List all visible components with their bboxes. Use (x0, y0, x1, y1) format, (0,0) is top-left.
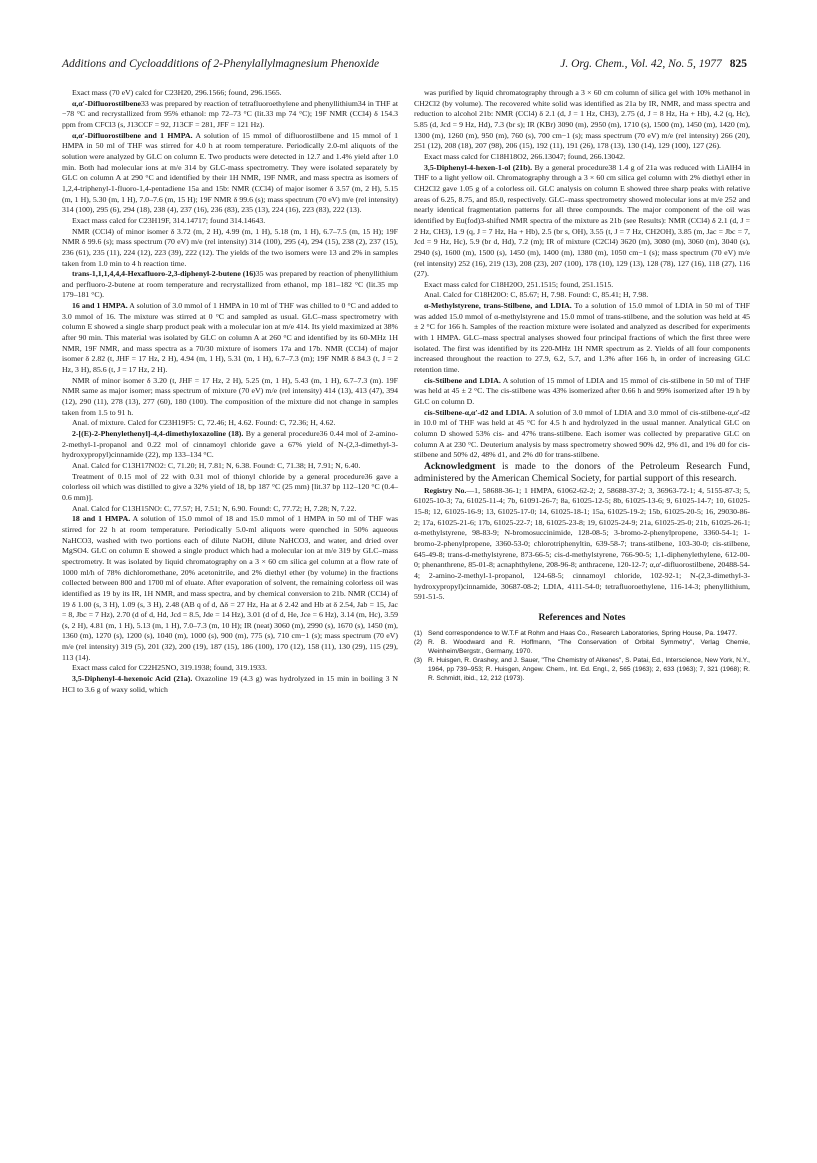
paragraph-text: A solution of 3.0 mmol of LDIA and 3.0 mmol of cis-stilbene-α,α′-d2 in 10.0 ml of THF was held at 45 °C for 4.5 h and hydrolyzed in the usual manner. Analytical GLC on column D showed 53% cis- and 47% trans-stilbene. Each isomer was collected by preparative GLC on column A at 230 °C. Deuterium analysis by mass spectrometry showed 90% d2, 9% d1, and 1% d0 for cis-stilbene and 50% d2, 48% d1, and 2% d0 for trans-stilbene. (414, 407, 750, 460)
paragraph-text: was purified by liquid chromatography through a 3 × 60 cm column of silica gel with 10% methanol in CH2Cl2 (by volume). The recovered white solid was identified as 21a by IR, NMR, and mass spectra and reduction to alcohol 21b: NMR (CCl4) δ 2.1 (d, J = 1 Hz, CH3), 2.75 (d, J = 8 Hz, Ha + Hb), 4.2 (q, Hc), 5.85 (d, Jcd = 9 Hz, Hd), 7.3 (br s); IR (KBr) 3090 (m), 2950 (m), 1710 (s), 1500 (m), 1450 (m), 1420 (m), 1300 (m), 1260 (m), 950 (m), 760 (s), 700 cm−1 (s); mass spectrum (70 eV) m/e (rel intensity) 266 (20), 251 (12), 208 (18), 207 (98), 206 (15), 192 (11), 191 (26), 178 (13), 130 (14), 129 (100), 127 (26). (414, 88, 750, 151)
paragraph-heading: α-Methylstyrene, trans-Stilbene, and LDIA. (424, 301, 572, 311)
paragraph-text: Exact mass calcd for C18H20O, 251.1515; found, 251.1515. (424, 279, 614, 289)
paragraph-heading: 16 and 1 HMPA. (72, 301, 128, 311)
references-list (414, 630, 750, 684)
paragraph-text: Oxazoline 19 (4.3 g) was hydrolyzed in 15 min in boiling 3 N HCl to 3.6 g of waxy solid, which (62, 674, 398, 694)
paragraph-text: NMR of minor isomer δ 3.20 (t, JHF = 17 Hz, 2 H), 5.25 (m, 1 H), 5.43 (m, 1 H), 6.7–7.3 (m). 19F NMR same as major isomer; mass spectrum of mixture (70 eV) m/e (rel intensity) 414 (13), 413 (47), 394 (12), 290 (11), 278 (13), 277 (60), 180 (100). The composition of the mixture did not change in samples taken from 1.5 to 91 h. (62, 375, 398, 417)
left-column-paragraph (62, 674, 398, 695)
right-column-paragraph (414, 290, 750, 301)
left-column-paragraph (62, 227, 398, 270)
right-column-paragraph (414, 376, 750, 408)
left-column-paragraph (62, 472, 398, 504)
left-column-paragraph (62, 216, 398, 227)
right-column-paragraph (414, 408, 750, 461)
page-number: 825 (729, 58, 747, 70)
paragraph-text: By a general procedure36 0.44 mol of 2-amino-2-methyl-1-propanol and 0.22 mol of cinnamoyl chloride gave a 67% yield of N-(2,3-dimethyl-3-hydroxypropyl)cinnamide (22), mp 133–134 °C. (62, 429, 398, 460)
paragraph-text: Treatment of 0.15 mol of 22 with 0.31 mol of thionyl chloride by a general procedure36 gave a colorless oil which was distilled to give a 32% yield of 18, bp 187 °C (25 mm) [lit.37 bp 112–120 °C (0.4–0.6 mm)]. (62, 471, 398, 502)
acknowledgment-lead: Acknowledgment (424, 460, 496, 472)
left-column-paragraph (62, 663, 398, 674)
reference-item (414, 657, 750, 683)
left-column-paragraph (62, 131, 398, 216)
paragraph-text: Exact mass calcd for C22H25NO, 319.1938; found, 319.1933. (72, 663, 267, 673)
left-column (62, 88, 398, 695)
references-title: References and Notes (538, 613, 626, 623)
paragraph-heading: 2-[(E)-2-Phenylethenyl]-4,4-dimethyloxazoline (18). (72, 429, 244, 438)
paragraph-text: Exact mass (70 eV) calcd for C23H20, 296.1566; found, 296.1565. (72, 88, 282, 97)
right-column-paragraph (414, 280, 750, 291)
paragraph-text: Exact mass calcd for C23H19F, 314.14717; found 314.14643. (72, 215, 266, 225)
running-title: Additions and Cycloadditions of 2-Phenylallylmagnesium Phenoxide (62, 58, 380, 70)
paragraph-heading: cis-Stilbene-α,α′-d2 and LDIA. (424, 407, 528, 417)
paragraph-text: Anal. Calcd for C13H15NO: C, 77.57; H, 7.51; N, 6.90. Found: C, 77.72; H, 7.28; N, 7.22. (72, 503, 357, 513)
right-column-paragraph (414, 152, 750, 163)
reference-number: (3) (414, 657, 423, 665)
reference-number: (1) (414, 629, 423, 637)
journal-citation (560, 58, 747, 70)
left-column-paragraph (62, 99, 398, 131)
paragraph-heading: 3,5-Diphenyl-4-hexen-1-ol (21b). (424, 162, 533, 172)
paragraph-text: To a solution of 15.0 mmol of LDIA in 50 ml of THF was added 15.0 mmol of α-methylstyrene and 15.0 mmol of trans-stilbene, and the solution was held at 45 ± 2 °C for 166 h. Samples of the reaction mixture were isolated and analyzed as described for experiments with 1 HMPA. GLC–mass spectral analyses showed four principal fractions of which the first three were isolated. The first was identified by its 220-MHz 1H NMR spectrum as 2. Yields of all four components increased throughout the reaction to 27.9, 6.2, 5.7, and 1.3% after 166 h, in order of increasing GLC retention time. (414, 301, 750, 375)
reference-text: R. B. Woodward and R. Hoffmann, "The Conservation of Orbital Symmetry", Verlag Chemie, Weinheim/Bergstr., Germany, 1970. (428, 639, 750, 655)
acknowledgment-text: is made to the donors of the Petroleum Research Fund, administered by the American Chemical Society, for partial support of this research. (414, 460, 750, 485)
right-column-paragraph (414, 301, 750, 376)
paragraph-heading: trans-1,1,1,4,4,4-Hexafluoro-2,3-diphenyl-2-butene (16) (72, 269, 256, 279)
paragraph-text: Anal. of mixture. Calcd for C23H19F5: C, 72.46; H, 4.62. Found: C, 72.36; H, 4.62. (72, 418, 336, 428)
paragraph-text: 33 was prepared by reaction of tetrafluoroethylene and phenyllithium34 in THF at −78 °C and recrystallized from 95% ethanol: mp 72–73 °C (lit.33 mp 74 °C); 19F NMR (CCl4) δ 154.3 ppm from CFCl3 (s, J13CCF = 92, J13CF = 281, JFF = 121 Hz). (62, 98, 398, 129)
right-column (414, 88, 750, 684)
paragraph-text: Exact mass calcd for C18H18O2, 266.13047; found, 266.13042. (424, 151, 625, 161)
paragraph-heading: α,α′-Difluorostilbene (72, 98, 142, 108)
paragraph-heading: α,α′-Difluorostilbene and 1 HMPA. (72, 130, 193, 140)
page-header (62, 58, 747, 70)
registry-text: —1, 58688-36-1; 1 HMPA, 61062-62-2; 2, 58688-37-2; 3, 36963-72-1; 4, 5155-87-3; 5, 61025-10-3; 7a, 61025-11-4; 7b, 61091-26-7; 8a, 61025-12-5; 8b, 61025-13-6; 9, 61025-14-7; 10, 61025-15-8; 12, 61025-16-9; 13, 61025-17-0; 14, 61025-18-1; 15a, 61025-19-2; 15b, 61025-20-5; 16, 29030-86-2; 17a, 61025-21-6; 17b, 61025-22-7; 18, 61025-23-8; 19, 61025-24-9; 21a, 61025-25-0; 21b, 61025-26-1; α-methylstyrene, 98-83-9; N-bromosuccinimide, 128-08-5; 3-bromo-2-phenylpropene, 3360-54-1; 1-bromo-2-phenylpropene, 3360-53-0; chlorotriphenyltin, 639-58-7; trans-stilbene, 103-30-0; cis-stilbene, 645-49-8; trans-d-methylstyrene, 873-66-5; cis-d-methylstyrene, 766-90-5; 1,1-diphenylethylene, 612-00-0; phenanthrene, 85-01-8; acnaphthylene, 208-96-8; anthracene, 120-12-7; α,α′-difluorostilbene, 20488-54-4; 2-amino-2-methyl-1-propanol, 124-68-5; cinnamoyl chloride, 102-92-1; N-(2,3-dimethyl-3-hydroxypropyl)cinnamide, 30687-08-2; LDIA, 4111-54-0; tetrafluoroethylene, 116-14-3; phenyllithium, 591-51-5. (414, 485, 750, 602)
reference-item (414, 630, 750, 639)
registry-lead: Registry No. (424, 485, 467, 495)
left-column-paragraph (62, 461, 398, 472)
paragraph-heading: cis-Stilbene and LDIA. (424, 375, 501, 385)
left-column-paragraph (62, 269, 398, 301)
left-column-paragraph (62, 88, 398, 99)
paragraph-text: A solution of 15 mmol of difluorostilbene and 15 mmol of 1 HMPA in 50 ml of THF was stirred for 4.0 h at room temperature. Periodically 2.0-ml aliquots of the solution were analyzed by GLC on column E. Two products were detected in 12.7 and 1.4% yield after 1.0 min. Both had molecular ions at m/e 314 by GLC-mass spectrometry. They were isolated separately by GLC on column A at 290 °C and identified by their 1H NMR, 19F NMR, and mass spectra as isomers of 1,2,4-triphenyl-1-fluoro-1,4-pentadiene 15a and 15b: NMR (CCl4) of major isomer δ 3.57 (m, 2 H), 5.15 (m, 1 H), 5.30 (m, 1 H), 7.0–7.6 (m, 15 H); 19F NMR δ 99.6 (s); mass spectrum (70 eV) m/e (rel intensity) 314 (100), 295 (6), 294 (18), 238 (4), 237 (16), 236 (83), 235 (13), 224 (16), 223 (83), 222 (13). (62, 130, 399, 215)
paragraph-text: NMR (CCl4) of minor isomer δ 3.72 (m, 2 H), 4.99 (m, 1 H), 5.18 (m, 1 H), 6.7–7.5 (m, 15 H); 19F NMR δ 99.6 (s); mass spectrum (70 eV) m/e (rel intensity) 314 (100), 295 (4), 294 (15), 238 (2), 237 (15), 236 (61), 235 (11), 224 (12), 223 (39), 222 (12). The yields of the two isomers were 13 and 2% in samples taken from 1.0 min to 4 h reaction time. (62, 226, 398, 268)
paragraph-text: A solution of 15.0 mmol of 18 and 15.0 mmol of 1 HMPA in 50 ml of THF was stirred for 22 h at room temperature. Periodically 5.0-ml aliquots were quenched in 50% aqueous NaHCO3, washed with two portions each of dilute NaOH, dilute NaHCO3, and water, and dried over MgSO4. GLC on column E showed a single product which had a molecular ion at m/e 319 by GLC–mass spectrometry. It was isolated by liquid chromatography on a 3 × 60 cm silica gel column at a flow rate of 1000 ml/h of 78% dichloromethane, 20% acetonitrile, and 2% diethyl ether (by volume) in the fractions collected between 800 and 1700 ml of eluate. After evaporation of solvent, the remaining colorless oil was identified as 19 by its IR, 1H NMR, and mass spectra, and by chemical conversion to 21b. NMR (CCl4) of 19 δ 1.00 (s, 3 H), 1.09 (s, 3 H), 2.48 (AB q of d, Δδ = 27 Hz, Ha at δ 2.42 and Hb at δ 2.54, Jab = 15, Jac = 8, Jbc = 7 Hz), 2.70 (d of d, Hd, Jcd = 8.5, Jde = 14 Hz), 3.01 (d of d, He, Jce = 6 Hz), 3.14 (m, Hc), 3.59 (s, 2 H), 4.81 (m, 1 H), 5.13 (m, 1 H), 7.0–7.3 (m, 10 H); IR (neat) 3060 (m), 2990 (s), 1670 (s), 1450 (m), 1360 (m), 1270 (s), 1200 (s), 1040 (m), 1000 (s), 900 (m), 775 (s), 710 cm−1 (s); mass spectrum (70 eV) m/e (rel intensity) 319 (5), 201 (32), 200 (19), 187 (15), 186 (100), 170 (12), 158 (11), 130 (29), 115 (29), 113 (14). (62, 514, 398, 662)
left-column-paragraph (62, 429, 398, 461)
paragraph-text: A solution of 3.0 mmol of 1 HMPA in 10 ml of THF was chilled to 0 °C and added to 3.0 mmol of 16. The mixture was stirred at 0 °C and sampled as usual. GLC–mass spectrometry with column E showed a single sharp product peak with a molecular ion at m/e 414. Its yield maximized at 38% after 90 min. This material was isolated by GLC on column A at 260 °C and identified by its 60-MHz 1H NMR, 19F NMR, and mass spectra as a 70/30 mixture of isomers 17a and 17b. NMR (CCl4) of major isomer δ 2.82 (t, JHF = 17 Hz, 2 H), 4.94 (m, 1 H), 5.31 (m, 1 H), 6.7–7.3 (m); 19F NMR δ 84.3 (t, J = 2 Hz, 3 H), 85.6 (t, J = 17 Hz, 2 H). (62, 301, 398, 375)
paragraph-text: A solution of 15 mmol of LDIA and 15 mmol of cis-stilbene in 50 ml of THF was held at 45 ± 2 °C. The cis-stilbene was 43% isomerized after 0.66 h and 99% isomerized after 19 h by GLC on column D. (414, 375, 751, 407)
paragraph-text: By a general procedure38 1.4 g of 21a was reduced with LiAlH4 in THF to a light yellow oil. Chromatography through a 3 × 60 cm silica gel column with 2% diethyl ether in CH2Cl2 gave 1.05 g of a colorless oil. GLC analysis on column E showed three sharp peaks with relative areas of 6.25, 8.75, and 85.0, respectively. GLC–mass spectrometry showed molecular ions at m/e 252 and nearly identical fragmentation patterns for all three compounds. The major component of the oil was identified by Eu(fod)3-shifted NMR spectra of the mixture as 21b (see Results): NMR (CCl4) δ 2.1 (d, J = 2 Hz, CH3), 1.9 (q, J = 7 Hz, Ha + Hb), 2.5 (br s, OH), 3.55 (t, J = 7 Hz, CH2OH), 3.85 (m, Jac = Jbc = 7, Jcd = 9 Hz, Hc), 5.9 (br d, Hd), 7.2 (m); IR of mixture (C2Cl4) 3620 (m), 3080 (m), 3060 (m), 3040 (s), 2940 (s), 1600 (m), 1500 (s), 1450 (m), 1400 (m), 1380 (m), 1050 cm−1 (s); mass spectrum (70 eV) m/e (rel intensity) 252 (16), 219 (13), 208 (23), 207 (100), 178 (10), 129 (13), 128 (78), 127 (16), 118 (27), 116 (27). (414, 162, 751, 279)
paragraph-text: Anal. Calcd for C13H17NO2: C, 71.20; H, 7.81; N, 6.38. Found: C, 71.38; H, 7.91; N, 6.40. (72, 460, 361, 470)
right-column-paragraph (414, 163, 750, 280)
paragraph-text: 35 was prepared by reaction of phenyllithium and perfluoro-2-butene at room temperature and recrystallized from ethanol, mp 181–182 °C (lit.35 mp 179–181 °C). (62, 269, 398, 300)
paragraph-text: Anal. Calcd for C18H20O: C, 85.67; H, 7.98. Found: C, 85.41; H, 7.98. (424, 290, 649, 300)
paragraph-heading: 18 and 1 HMPA. (72, 514, 131, 524)
left-column-paragraph (62, 376, 398, 419)
acknowledgment (414, 461, 750, 486)
paragraph-heading: 3,5-Diphenyl-4-hexenoic Acid (21a). (72, 674, 193, 684)
reference-text: R. Huisgen, R. Grashey, and J. Sauer, "The Chemistry of Alkenes", S. Patai, Ed., Interscience, New York, N.Y., 1964, pp 739–953; R. Huisgen, Angew. Chem., Int. Ed. Engl., 2, 565 (1963); 2, 633 (1963); 7, 321 (1968); R. R. Schmidt, ibid., 12, 212 (1973). (428, 657, 750, 682)
right-column-paragraph (414, 88, 750, 152)
registry-numbers (414, 486, 750, 603)
left-column-paragraph (62, 514, 398, 663)
left-column-paragraph (62, 301, 398, 376)
reference-text: Send correspondence to W.T.F at Rohm and Haas Co., Research Laboratories, Spring House, Pa. 19477. (428, 629, 737, 637)
reference-item (414, 639, 750, 656)
reference-number: (2) (414, 639, 423, 647)
journal-name: J. Org. Chem., Vol. 42, No. 5, 1977 (560, 58, 722, 70)
left-column-paragraph (62, 504, 398, 515)
right-column-body (414, 88, 750, 461)
left-column-paragraph (62, 418, 398, 429)
